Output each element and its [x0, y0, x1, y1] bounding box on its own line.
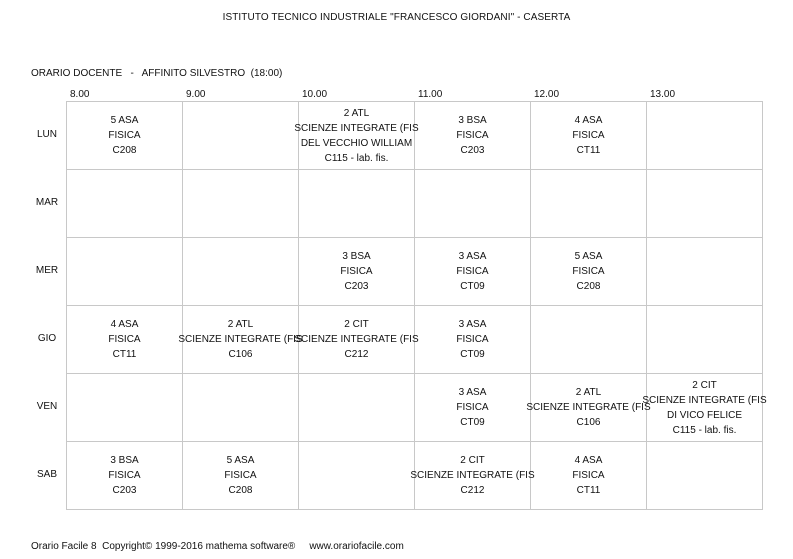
lesson-block	[294, 106, 419, 166]
table-row	[67, 442, 763, 510]
lesson-class: 2 ATL	[227, 319, 254, 330]
lesson-room: C208	[576, 281, 601, 292]
lesson-cell	[642, 374, 767, 442]
lesson-cell	[299, 238, 415, 306]
lesson-class: 2 CIT	[344, 319, 369, 330]
lesson-room: C208	[112, 145, 137, 156]
lesson-block	[415, 385, 530, 430]
lesson-room: CT11	[576, 145, 601, 156]
empty-cell	[67, 170, 183, 238]
lesson-cell	[415, 102, 531, 170]
lesson-block	[67, 453, 182, 498]
lesson-subject: FISICA	[572, 130, 605, 141]
empty-cell	[647, 102, 763, 170]
lesson-class: 5 ASA	[574, 251, 603, 262]
lesson-class: 3 ASA	[458, 251, 487, 262]
lesson-subject: FISICA	[572, 470, 605, 481]
lesson-room: CT09	[460, 281, 485, 292]
lesson-cell	[415, 306, 531, 374]
lesson-subject: SCIENZE INTEGRATE (FIS	[178, 334, 303, 345]
lesson-block	[67, 317, 182, 362]
table-row	[67, 102, 763, 170]
lesson-class: 3 BSA	[458, 115, 487, 126]
time-slot-label: 11.00	[418, 89, 443, 100]
lesson-block	[531, 113, 646, 158]
time-slot-label: 9.00	[186, 89, 206, 100]
lesson-room: C106	[576, 417, 601, 428]
lesson-block	[415, 113, 530, 158]
lesson-detail: DEL VECCHIO WILLIAM	[300, 137, 413, 149]
lesson-class: 5 ASA	[110, 115, 139, 126]
lesson-cell	[415, 238, 531, 306]
footer-copyright: Orario Facile 8 Copyright© 1999-2016 mathema software®	[31, 541, 296, 552]
lesson-subject: FISICA	[456, 334, 489, 345]
lesson-cell	[294, 102, 419, 170]
lesson-subject: SCIENZE INTEGRATE (FIS	[410, 470, 535, 481]
lesson-block	[642, 378, 767, 438]
lesson-room: C115 - lab. fis.	[672, 424, 737, 436]
lesson-room: CT09	[460, 349, 485, 360]
lesson-cell	[531, 238, 647, 306]
empty-cell	[647, 170, 763, 238]
lesson-subject: SCIENZE INTEGRATE (FIS	[526, 402, 651, 413]
lesson-block	[410, 453, 535, 498]
lesson-block	[67, 113, 182, 158]
lesson-room: C115 - lab. fis.	[324, 152, 389, 164]
lesson-room: C203	[112, 485, 137, 496]
empty-cell	[183, 238, 299, 306]
lesson-room: CT09	[460, 417, 485, 428]
lesson-class: 3 BSA	[110, 455, 139, 466]
day-label: MAR	[35, 197, 59, 208]
lesson-subject: FISICA	[340, 266, 373, 277]
table-row	[67, 170, 763, 238]
empty-cell	[647, 238, 763, 306]
time-header-row	[0, 89, 793, 101]
lesson-cell	[67, 442, 183, 510]
lesson-subject: FISICA	[108, 334, 141, 345]
school-title: ISTITUTO TECNICO INDUSTRIALE "FRANCESCO GIORDANI" - CASERTA	[222, 12, 571, 23]
lesson-cell	[178, 306, 303, 374]
teacher-schedule-title: ORARIO DOCENTE - AFFINITO SILVESTRO (18:00)	[31, 68, 283, 79]
empty-cell	[647, 306, 763, 374]
lesson-cell	[531, 442, 647, 510]
lesson-subject: FISICA	[456, 130, 489, 141]
day-label: VEN	[36, 401, 58, 412]
table-row	[67, 374, 763, 442]
lesson-cell	[183, 442, 299, 510]
table-row	[67, 306, 763, 374]
lesson-class: 4 ASA	[574, 455, 603, 466]
day-label: MER	[35, 265, 59, 276]
lesson-class: 2 ATL	[575, 387, 602, 398]
time-slot-label: 8.00	[70, 89, 90, 100]
empty-cell	[183, 170, 299, 238]
lesson-block	[415, 249, 530, 294]
lesson-subject: FISICA	[108, 130, 141, 141]
table-row	[67, 238, 763, 306]
lesson-room: CT11	[112, 349, 137, 360]
empty-cell	[67, 374, 183, 442]
lesson-class: 3 ASA	[458, 319, 487, 330]
lesson-block	[183, 453, 298, 498]
empty-cell	[299, 442, 415, 510]
time-slot-label: 10.00	[302, 89, 328, 100]
time-slot-label: 13.00	[650, 89, 676, 100]
empty-cell	[183, 102, 299, 170]
lesson-block	[526, 385, 651, 430]
day-label: LUN	[36, 129, 57, 140]
lesson-class: 3 BSA	[342, 251, 371, 262]
lesson-subject: SCIENZE INTEGRATE (FIS	[642, 394, 767, 406]
lesson-subject: FISICA	[108, 470, 141, 481]
lesson-subject: FISICA	[224, 470, 257, 481]
lesson-class: 4 ASA	[110, 319, 139, 330]
lesson-room: C203	[344, 281, 369, 292]
lesson-subject: SCIENZE INTEGRATE (FIS	[294, 122, 419, 134]
lesson-subject: FISICA	[456, 402, 489, 413]
lesson-block	[294, 317, 419, 362]
day-label: SAB	[36, 469, 57, 480]
empty-cell	[299, 374, 415, 442]
lesson-class: 5 ASA	[226, 455, 255, 466]
lesson-class: 3 ASA	[458, 387, 487, 398]
lesson-block	[299, 249, 414, 294]
empty-cell	[531, 170, 647, 238]
lesson-subject: SCIENZE INTEGRATE (FIS	[294, 334, 419, 345]
empty-cell	[67, 238, 183, 306]
lesson-block	[415, 317, 530, 362]
lesson-subject: FISICA	[572, 266, 605, 277]
lesson-block	[531, 453, 646, 498]
lesson-room: CT11	[576, 485, 601, 496]
time-slot-label: 12.00	[534, 89, 560, 100]
empty-cell	[299, 170, 415, 238]
lesson-class: 2 ATL	[343, 107, 370, 119]
empty-cell	[415, 170, 531, 238]
lesson-room: C208	[228, 485, 253, 496]
lesson-detail: DI VICO FELICE	[666, 409, 742, 421]
empty-cell	[531, 306, 647, 374]
lesson-cell	[531, 102, 647, 170]
lesson-cell	[67, 306, 183, 374]
lesson-room: C203	[460, 145, 485, 156]
lesson-class: 2 CIT	[692, 379, 717, 391]
lesson-class: 4 ASA	[574, 115, 603, 126]
lesson-cell	[410, 442, 535, 510]
lesson-cell	[415, 374, 531, 442]
empty-cell	[183, 374, 299, 442]
day-label: GIO	[37, 333, 57, 344]
footer-url[interactable]: www.orariofacile.com	[309, 541, 404, 552]
timetable-grid	[66, 101, 767, 510]
lesson-room: C212	[460, 485, 485, 496]
lesson-block	[531, 249, 646, 294]
lesson-cell	[67, 102, 183, 170]
footer	[31, 541, 404, 552]
lesson-cell	[526, 374, 651, 442]
lesson-class: 2 CIT	[460, 455, 485, 466]
lesson-cell	[294, 306, 419, 374]
lesson-subject: FISICA	[456, 266, 489, 277]
lesson-block	[178, 317, 303, 362]
lesson-room: C106	[228, 349, 253, 360]
empty-cell	[647, 442, 763, 510]
lesson-room: C212	[344, 349, 369, 360]
